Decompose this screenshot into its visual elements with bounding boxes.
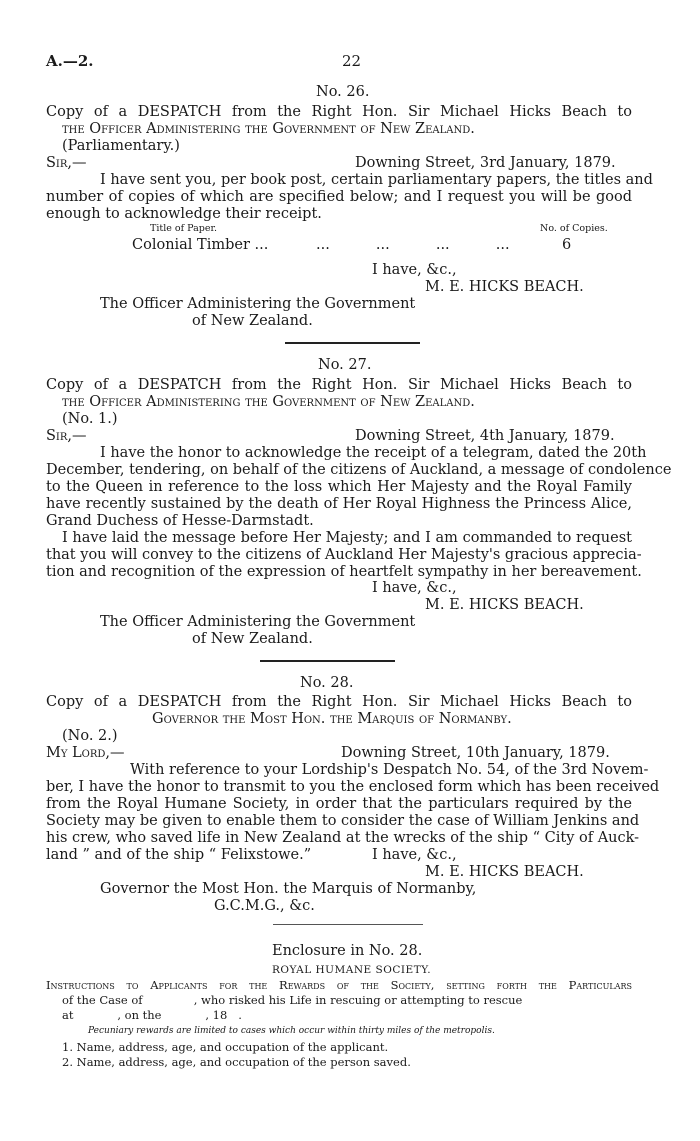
despatch-26-type: (Parliamentary.) bbox=[62, 138, 180, 154]
despatch-27-title-line1: Copy of a DESPATCH from the Right Hon. Sir Michael Hicks Beach to bbox=[46, 377, 632, 393]
despatch-28-body-line1: With reference to your Lordship's Despatch No. 54, of the 3rd Novem- bbox=[130, 762, 649, 778]
section-divider-2 bbox=[260, 660, 395, 662]
enclosure-society: ROYAL HUMANE SOCIETY. bbox=[272, 964, 432, 976]
despatch-26-addressee-line2: of New Zealand. bbox=[192, 313, 313, 329]
despatch-28-body-line5: his crew, who saved life in New Zealand at the wrecks of the ship “ City of Auck- bbox=[46, 830, 640, 846]
despatch-26-body-line3: enough to acknowledge their receipt. bbox=[46, 206, 322, 222]
page-number: 22 bbox=[342, 52, 362, 70]
despatch-27-body-line4: have recently sustained by the death of Her Royal Highness the Princess Alice, bbox=[46, 496, 632, 512]
despatch-28-date: Downing Street, 10th January, 1879. bbox=[341, 745, 610, 761]
despatch-28-body-line4: Society may be given to enable them to consider the case of William Jenkins and bbox=[46, 813, 640, 829]
despatch-28-signature: M. E. HICKS BEACH. bbox=[425, 864, 584, 880]
despatch-27-body2-line2: that you will convey to the citizens of Auckland Her Majesty's gracious apprecia- bbox=[46, 547, 642, 563]
enclosure-instructions-line1: Instructions to Applicants for the Rewards of the Society, setting forth the Particulars bbox=[46, 978, 632, 992]
series-label: A.—2. bbox=[46, 52, 94, 70]
despatch-26-table-header-copies: No. of Copies. bbox=[540, 223, 608, 234]
despatch-26-closing: I have, &c., bbox=[372, 262, 457, 278]
enclosure-item-2: 2. Name, address, age, and occupation of the person saved. bbox=[62, 1055, 411, 1069]
despatch-28-title-line2: Governor the Most Hon. the Marquis of Normanby. bbox=[152, 711, 512, 727]
despatch-27-body2-line1: I have laid the message before Her Majesty; and I am commanded to request bbox=[62, 530, 632, 546]
despatch-26-signature: M. E. HICKS BEACH. bbox=[425, 279, 584, 295]
despatch-26-title-line2: the Officer Administering the Government of New Zealand. bbox=[62, 121, 475, 137]
despatch-26-table-row-title: Colonial Timber ... bbox=[132, 237, 269, 253]
section-divider-1 bbox=[285, 342, 420, 344]
despatch-26-body-line1: I have sent you, per book post, certain parliamentary papers, the titles and bbox=[100, 172, 653, 188]
enclosure-item-1: 1. Name, address, age, and occupation of the applicant. bbox=[62, 1040, 389, 1054]
despatch-27-type: (No. 1.) bbox=[62, 411, 118, 427]
despatch-26-body-line2: number of copies of which are specified below; and I request you will be good bbox=[46, 189, 632, 205]
despatch-26-number: No. 26. bbox=[316, 84, 370, 100]
despatch-26-salutation: Sir,— bbox=[46, 155, 87, 171]
enclosure-heading: Enclosure in No. 28. bbox=[272, 943, 423, 959]
despatch-26-addressee-line1: The Officer Administering the Government bbox=[100, 296, 416, 312]
despatch-26-table-header-title: Title of Paper. bbox=[150, 223, 217, 234]
despatch-27-title-line2: the Officer Administering the Government of New Zealand. bbox=[62, 394, 475, 410]
despatch-28-type: (No. 2.) bbox=[62, 728, 118, 744]
despatch-27-body-line1: I have the honor to acknowledge the receipt of a telegram, dated the 20th bbox=[100, 445, 647, 461]
despatch-26-table-row-copies: 6 bbox=[562, 237, 572, 253]
section-divider-3 bbox=[273, 924, 423, 925]
despatch-27-body-line3: to the Queen in reference to the loss which Her Majesty and the Royal Family bbox=[46, 479, 632, 495]
despatch-28-body-last: land ” and of the ship “ Felixstowe.” bbox=[46, 847, 312, 863]
despatch-27-date: Downing Street, 4th January, 1879. bbox=[355, 428, 615, 444]
despatch-26-date: Downing Street, 3rd January, 1879. bbox=[355, 155, 616, 171]
despatch-27-addressee-line1: The Officer Administering the Government bbox=[100, 614, 416, 630]
despatch-28-number: No. 28. bbox=[300, 675, 354, 691]
despatch-28-addressee-line2: G.C.M.G., &c. bbox=[214, 898, 315, 914]
despatch-26-table-row-dots: ... ... ... ... bbox=[316, 237, 510, 253]
despatch-28-salutation: My Lord,— bbox=[46, 745, 125, 761]
despatch-27-addressee-line2: of New Zealand. bbox=[192, 631, 313, 647]
despatch-28-closing: I have, &c., bbox=[372, 847, 457, 863]
despatch-26-title-line1: Copy of a DESPATCH from the Right Hon. Sir Michael Hicks Beach to bbox=[46, 104, 632, 120]
despatch-28-body-line3: from the Royal Humane Society, in order that the particulars required by the bbox=[46, 796, 632, 812]
despatch-27-number: No. 27. bbox=[318, 357, 372, 373]
despatch-27-body-line2: December, tendering, on behalf of the citizens of Auckland, a message of condolence bbox=[46, 462, 672, 478]
despatch-27-body2-line3: tion and recognition of the expression of heartfelt sympathy in her bereavement. bbox=[46, 564, 642, 580]
enclosure-note: Pecuniary rewards are limited to cases which occur within thirty miles of the metropolis. bbox=[88, 1026, 495, 1036]
despatch-28-addressee-line1: Governor the Most Hon. the Marquis of Normanby, bbox=[100, 881, 477, 897]
despatch-27-closing: I have, &c., bbox=[372, 580, 457, 596]
enclosure-instructions-line2: of the Case of , who risked his Life in rescuing or attempting to rescue bbox=[62, 993, 523, 1007]
despatch-28-body-line2: ber, I have the honor to transmit to you the enclosed form which has been received bbox=[46, 779, 660, 795]
despatch-27-signature: M. E. HICKS BEACH. bbox=[425, 597, 584, 613]
despatch-27-body-line5: Grand Duchess of Hesse-Darmstadt. bbox=[46, 513, 314, 529]
enclosure-instructions-line3: at , on the , 18 . bbox=[62, 1008, 242, 1022]
despatch-28-title-line1: Copy of a DESPATCH from the Right Hon. Sir Michael Hicks Beach to bbox=[46, 694, 632, 710]
despatch-27-salutation: Sir,— bbox=[46, 428, 87, 444]
